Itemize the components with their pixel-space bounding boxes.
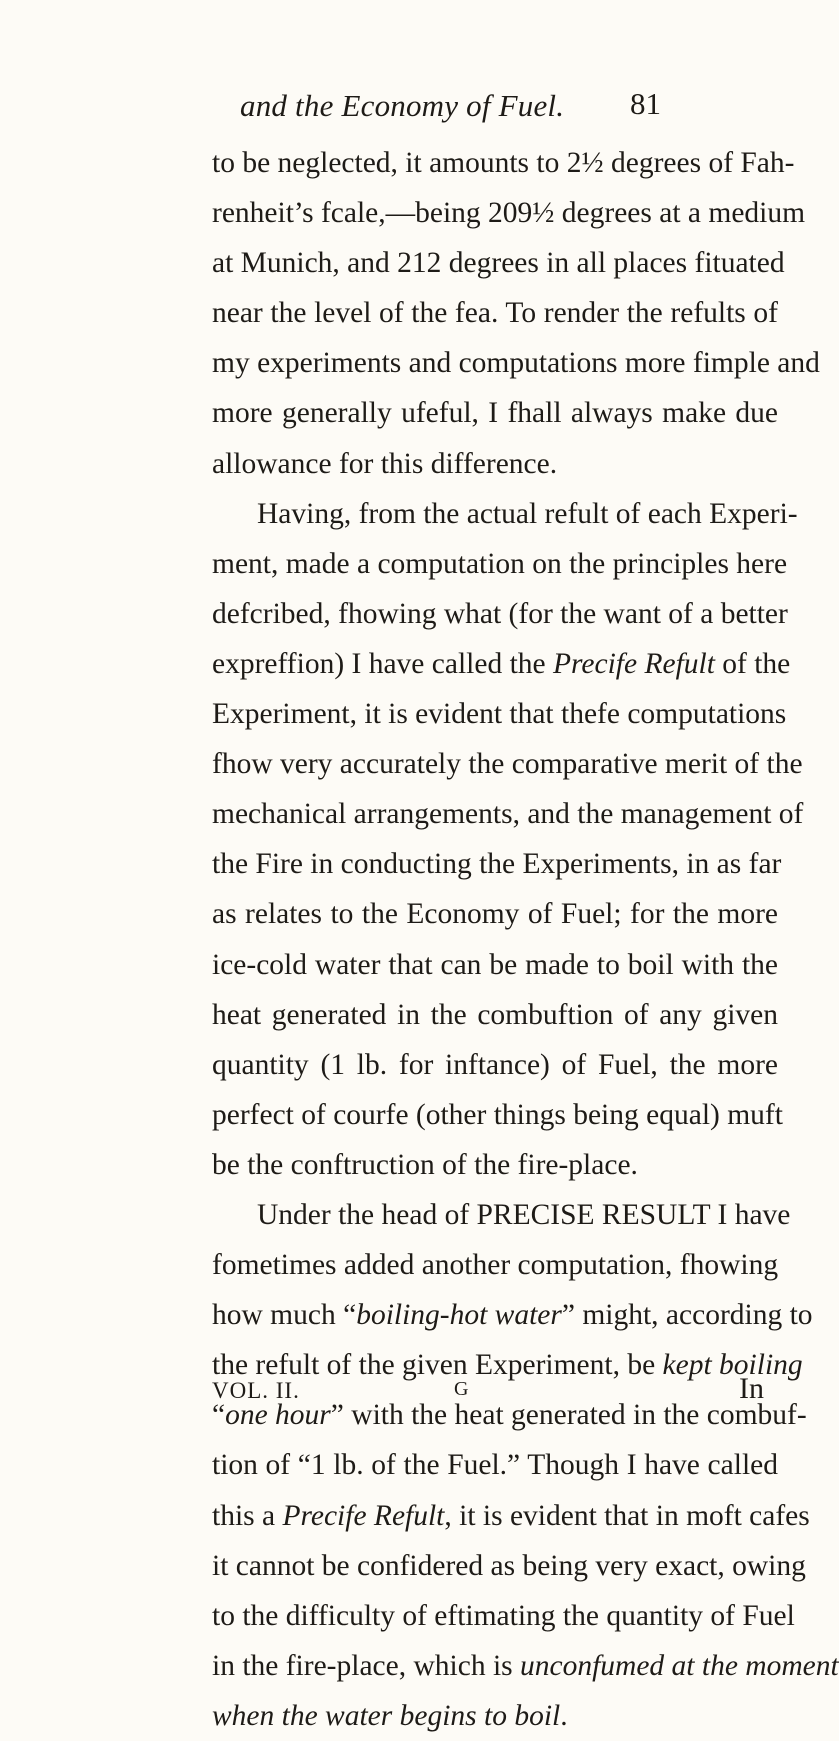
text-line: defcribed, fhowing what (for the want of a better <box>212 597 788 630</box>
text-line: more generally ufeful, I fhall always make due <box>212 397 778 430</box>
text-line: fometimes added another computation, fhowing <box>212 1249 779 1282</box>
text-line: be the conftruction of the fire-place. <box>212 1148 638 1181</box>
text-line: renheit’s fcale,—being 209½ degrees at a medium <box>212 197 806 230</box>
text-line: tion of “1 lb. of the Fuel.” Though I have called <box>212 1449 778 1482</box>
catchword: In <box>739 1372 764 1405</box>
text-line: expreffion) I have called the Precife Refult of the <box>212 647 791 680</box>
text-line: ment, made a computation on the principles here <box>212 547 788 580</box>
text-line: as relates to the Economy of Fuel; for the more <box>212 898 778 931</box>
volume-label: VOL. II. <box>212 1378 300 1403</box>
page-footer <box>212 1374 778 1414</box>
body-text <box>212 138 839 1741</box>
text-line: mechanical arrangements, and the management of <box>212 798 804 831</box>
text-line: fhow very accurately the comparative merit of the <box>212 748 803 781</box>
page-number: 81 <box>630 86 661 121</box>
text-line: quantity (1 lb. for inftance) of Fuel, the more <box>212 1048 778 1081</box>
text-line: “one hour” with the heat generated in the combuf- <box>212 1399 807 1432</box>
text-line: Experiment, it is evident that thefe computations <box>212 698 787 731</box>
text-line: perfect of courfe (other things being equal) muft <box>212 1098 783 1131</box>
text-line: the Fire in conducting the Experiments, in as far <box>212 848 782 881</box>
text-line: my experiments and computations more fimple and <box>212 347 820 380</box>
text-line: this a Precife Refult, it is evident that in moft cafes <box>212 1499 810 1532</box>
text-line: the refult of the given Experiment, be kept boiling <box>212 1349 803 1382</box>
text-line: to be neglected, it amounts to 2½ degrees of Fah- <box>212 147 795 179</box>
text-line: in the fire-place, which is unconfumed at the moment <box>212 1649 839 1682</box>
text-line-paragraph-start: Having, from the actual refult of each Experi- <box>257 497 798 530</box>
text-line: ice-cold water that can be made to boil with the <box>212 948 778 981</box>
text-line: how much “boiling-hot water” might, according to <box>212 1299 813 1332</box>
text-line: it cannot be confidered as being very exact, owing <box>212 1549 806 1582</box>
text-line: when the water begins to boil. <box>212 1699 568 1732</box>
signature-mark: G <box>454 1378 469 1400</box>
text-line-paragraph-start: Under the head of PRECISE RESULT I have <box>257 1198 791 1231</box>
text-line: allowance for this difference. <box>212 447 558 480</box>
text-line: to the difficulty of eftimating the quantity of Fuel <box>212 1599 795 1632</box>
running-head: and the Economy of Fuel. <box>240 88 565 123</box>
text-line: near the level of the fea. To render the refults of <box>212 297 778 330</box>
text-line: heat generated in the combuftion of any given <box>212 998 778 1031</box>
text-line: at Munich, and 212 degrees in all places fituated <box>212 247 785 280</box>
